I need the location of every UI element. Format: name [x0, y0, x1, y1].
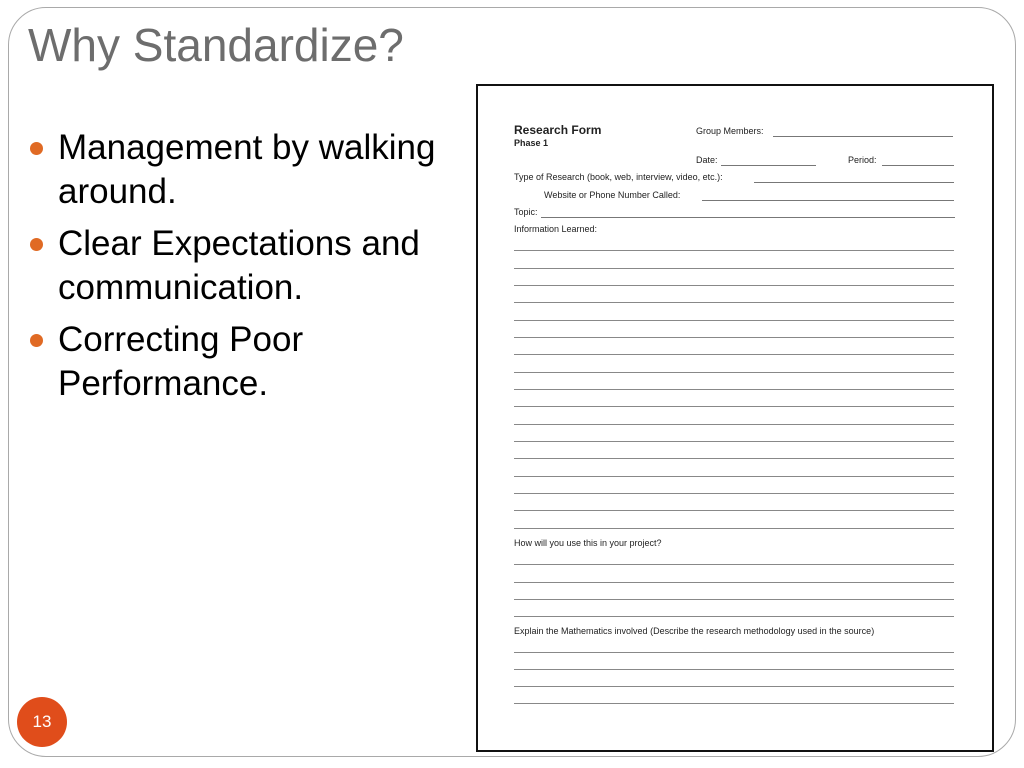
writing-line	[514, 424, 954, 425]
slide-title: Why Standardize?	[28, 19, 404, 71]
website-label: Website or Phone Number Called:	[544, 190, 681, 200]
writing-line	[514, 337, 954, 338]
page-number-badge: 13	[17, 697, 67, 747]
type-line	[754, 182, 954, 183]
writing-line	[514, 564, 954, 565]
writing-line	[514, 441, 954, 442]
writing-line	[514, 582, 954, 583]
writing-line	[514, 599, 954, 600]
writing-line	[514, 528, 954, 529]
topic-line	[541, 217, 955, 218]
writing-line	[514, 686, 954, 687]
bullet-dot-icon	[30, 334, 43, 347]
date-label: Date:	[696, 155, 718, 165]
writing-line	[514, 616, 954, 617]
writing-line	[514, 703, 954, 704]
group-members-line	[773, 136, 953, 137]
bullet-list	[24, 126, 464, 414]
research-form-image	[476, 84, 994, 752]
writing-line	[514, 354, 954, 355]
type-label: Type of Research (book, web, interview, video, etc.):	[514, 172, 723, 182]
writing-line	[514, 250, 954, 251]
website-line	[702, 200, 954, 201]
writing-line	[514, 268, 954, 269]
period-line	[882, 165, 954, 166]
writing-line	[514, 389, 954, 390]
bullet-text: Clear Expectations and communication.	[58, 224, 420, 307]
use-label: How will you use this in your project?	[514, 538, 662, 548]
writing-line	[514, 302, 954, 303]
writing-line	[514, 285, 954, 286]
topic-label: Topic:	[514, 207, 538, 217]
writing-line	[514, 476, 954, 477]
period-label: Period:	[848, 155, 877, 165]
group-members-label: Group Members:	[696, 126, 764, 136]
form-title: Research Form	[514, 123, 602, 137]
writing-line	[514, 406, 954, 407]
writing-line	[514, 510, 954, 511]
date-line	[721, 165, 816, 166]
writing-line	[514, 493, 954, 494]
writing-line	[514, 320, 954, 321]
bullet-item	[24, 318, 464, 406]
bullet-dot-icon	[30, 142, 43, 155]
writing-line	[514, 372, 954, 373]
form-phase: Phase 1	[514, 138, 549, 148]
bullet-dot-icon	[30, 238, 43, 251]
bullet-item	[24, 222, 464, 310]
math-label: Explain the Mathematics involved (Describe the research methodology used in the source)	[514, 626, 875, 636]
info-label: Information Learned:	[514, 224, 598, 234]
writing-line	[514, 669, 954, 670]
bullet-item	[24, 126, 464, 214]
bullet-text: Management by walking around.	[58, 128, 436, 211]
writing-line	[514, 652, 954, 653]
bullet-text: Correcting Poor Performance.	[58, 320, 304, 403]
writing-line	[514, 458, 954, 459]
